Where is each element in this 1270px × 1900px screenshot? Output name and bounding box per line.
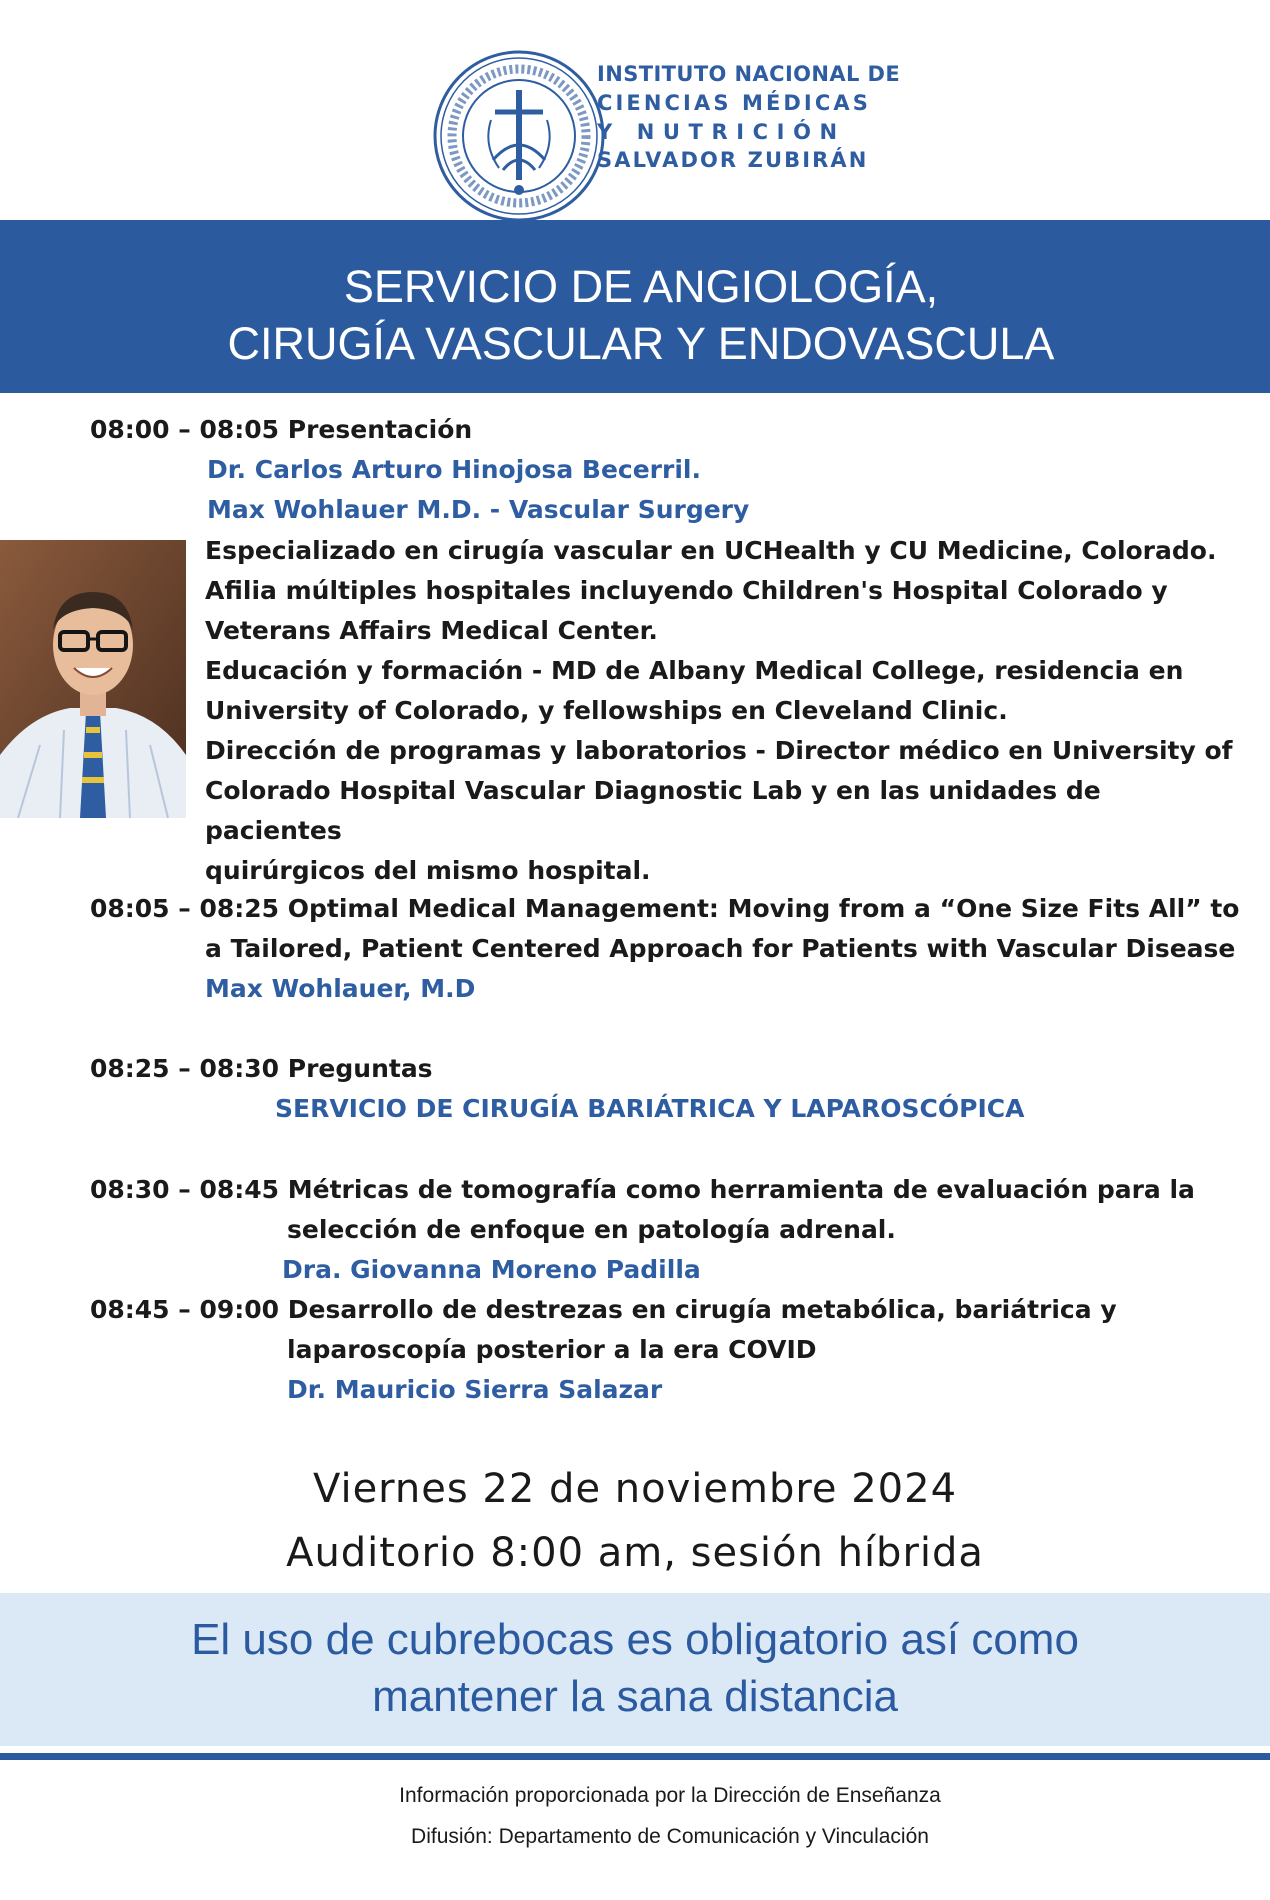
notice-line-2: mantener la sana distancia [372, 1672, 898, 1721]
session-2-speaker: Max Wohlauer, M.D [205, 974, 476, 1003]
banner-title-line-2: CIRUGÍA VASCULAR Y ENDOVASCULA [227, 318, 1055, 369]
bio-line: Dirección de programas y laboratorios - Director médico en University of [205, 736, 1233, 765]
event-date: Viernes 22 de noviembre 2024 [312, 1466, 958, 1512]
bio-line: Educación y formación - MD de Albany Medical College, residencia en [205, 656, 1184, 685]
speaker-bio [205, 531, 1245, 891]
bio-line: Veterans Affairs Medical Center. [205, 616, 658, 645]
institute-name-line-2: CIENCIAS MÉDICAS [597, 91, 871, 115]
session-4-speaker: Dra. Giovanna Moreno Padilla [282, 1255, 701, 1284]
footer-info: Información proporcionada por la Dirección de Enseñanza [399, 1784, 941, 1807]
mask-notice [0, 1593, 1270, 1746]
bio-line: Colorado Hospital Vascular Diagnostic Lab y en las unidades de pacientes [205, 776, 1101, 845]
session-1-speaker: Max Wohlauer M.D. - Vascular Surgery [207, 495, 750, 524]
session-3-time: 08:25 – 08:30 Preguntas [90, 1054, 433, 1083]
session-4-title-line-2: selección de enfoque en patología adrenal. [287, 1215, 896, 1244]
footer-diffusion: Difusión: Departamento de Comunicación y Vinculación [411, 1825, 929, 1848]
institute-name-line-4: SALVADOR ZUBIRÁN [597, 148, 869, 172]
service-banner [0, 220, 1270, 393]
session-4-title-line-1: 08:30 – 08:45 Métricas de tomografía como herramienta de evaluación para la [90, 1175, 1195, 1204]
session-5-speaker: Dr. Mauricio Sierra Salazar [287, 1375, 663, 1404]
notice-line-1: El uso de cubrebocas es obligatorio así como [191, 1615, 1079, 1664]
institute-seal-icon [433, 50, 605, 222]
section-heading-bariatric: SERVICIO DE CIRUGÍA BARIÁTRICA Y LAPAROSCÓPICA [275, 1094, 1025, 1123]
divider-rule [0, 1753, 1270, 1760]
institute-name-line-3: Y NUTRICIÓN [597, 120, 846, 144]
bio-line: quirúrgicos del mismo hospital. [205, 856, 651, 885]
bio-line: Especializado en cirugía vascular en UCHealth y CU Medicine, Colorado. [205, 536, 1217, 565]
session-2-title-line-1: 08:05 – 08:25 Optimal Medical Management: Moving from a “One Size Fits All” to [90, 894, 1240, 923]
session-5-title-line-1: 08:45 – 09:00 Desarrollo de destrezas en cirugía metabólica, bariátrica y [90, 1295, 1117, 1324]
session-5-title-line-2: laparoscopía posterior a la era COVID [287, 1335, 817, 1364]
session-1-time: 08:00 – 08:05 Presentación [90, 415, 473, 444]
session-2-title-line-2: a Tailored, Patient Centered Approach for Patients with Vascular Disease [205, 934, 1236, 963]
speaker-photo [0, 540, 186, 818]
banner-title-line-1: SERVICIO DE ANGIOLOGÍA, [343, 261, 939, 312]
bio-line: University of Colorado, y fellowships en Cleveland Clinic. [205, 696, 1008, 725]
institute-name-line-1: INSTITUTO NACIONAL DE [597, 62, 901, 86]
event-place: Auditorio 8:00 am, sesión híbrida [286, 1530, 984, 1576]
session-1-presenter: Dr. Carlos Arturo Hinojosa Becerril. [207, 455, 701, 484]
bio-line: Afilia múltiples hospitales incluyendo Children's Hospital Colorado y [205, 576, 1168, 605]
